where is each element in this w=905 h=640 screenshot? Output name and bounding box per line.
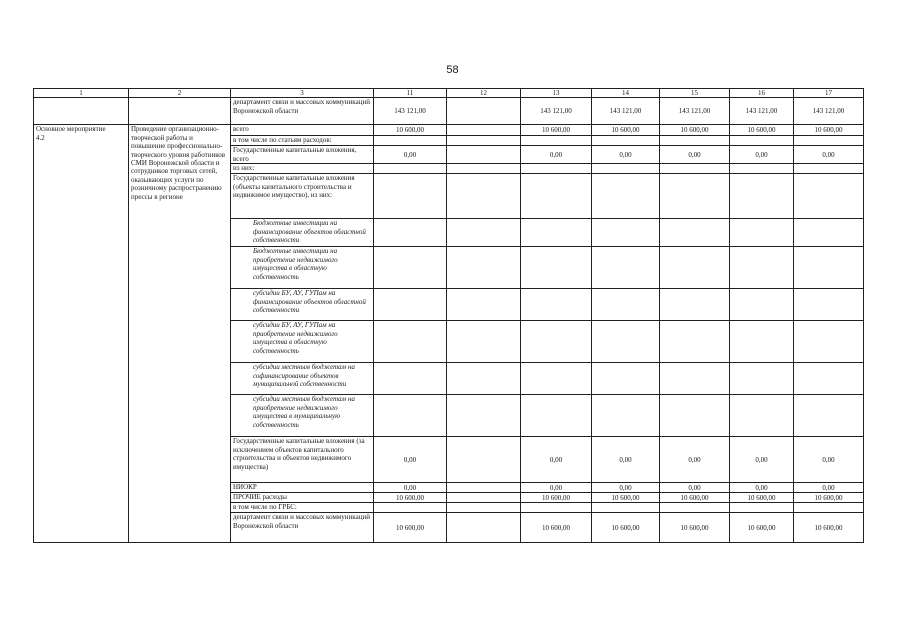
- value-cell: 10 600,00: [730, 493, 794, 503]
- value-cell: [794, 321, 864, 363]
- value-cell: [794, 164, 864, 174]
- row-label: из них:: [231, 164, 374, 174]
- value-cell: 10 600,00: [521, 493, 592, 503]
- value-cell: [660, 247, 730, 289]
- value-cell: [374, 503, 447, 513]
- value-cell: 10 600,00: [730, 513, 794, 543]
- table-row: [34, 125, 864, 136]
- column-header: 17: [794, 89, 864, 98]
- value-cell: [447, 513, 521, 543]
- value-cell: [447, 437, 521, 483]
- column-header: 14: [592, 89, 660, 98]
- value-cell: [447, 321, 521, 363]
- measure-name-line: Основное мероприятие: [36, 125, 106, 134]
- value-cell: 0,00: [592, 437, 660, 483]
- value-cell: [660, 363, 730, 395]
- value-cell: 0,00: [660, 437, 730, 483]
- value-cell: 10 600,00: [374, 493, 447, 503]
- value-cell: [374, 219, 447, 247]
- row-label: в том числе по статьям расходов:: [231, 136, 374, 146]
- value-cell: [447, 164, 521, 174]
- empty-cell: [129, 98, 231, 125]
- value-cell: 10 600,00: [592, 125, 660, 136]
- row-label: в том числе по ГРБС:: [231, 503, 374, 513]
- value-cell: [447, 493, 521, 503]
- value-cell: [592, 503, 660, 513]
- column-header: 12: [447, 89, 521, 98]
- value-cell: [521, 247, 592, 289]
- value-cell: 143 121,00: [660, 98, 730, 125]
- empty-cell: [34, 98, 129, 125]
- value-cell: [592, 174, 660, 219]
- value-cell: [730, 321, 794, 363]
- value-cell: [794, 219, 864, 247]
- measure-number: 4.2: [36, 133, 45, 142]
- value-cell: [447, 363, 521, 395]
- value-cell: 0,00: [521, 483, 592, 493]
- value-cell: 10 600,00: [521, 125, 592, 136]
- value-cell: [660, 136, 730, 146]
- value-cell: [447, 174, 521, 219]
- column-header: 16: [730, 89, 794, 98]
- row-label: субсидии местным бюджетам на приобретение недвижимого имущества в муниципальную собственность: [231, 395, 374, 437]
- value-cell: [730, 219, 794, 247]
- row-label: субсидии БУ, АУ, ГУПам на финансирование объектов областной собственности: [231, 289, 374, 321]
- row-label: департамент связи и массовых коммуникаций Воронежской области: [231, 98, 374, 125]
- table-row-top: [34, 98, 864, 125]
- value-cell: [374, 395, 447, 437]
- value-cell: 10 600,00: [592, 513, 660, 543]
- value-cell: 0,00: [374, 483, 447, 493]
- value-cell: 0,00: [374, 146, 447, 164]
- value-cell: [521, 321, 592, 363]
- value-cell: 0,00: [794, 437, 864, 483]
- row-label: Бюджетные инвестиции на финансирование объектов областной собственности: [231, 219, 374, 247]
- value-cell: [447, 247, 521, 289]
- value-cell: [521, 503, 592, 513]
- value-cell: 0,00: [592, 483, 660, 493]
- value-cell: [521, 289, 592, 321]
- value-cell: [730, 164, 794, 174]
- value-cell: [374, 321, 447, 363]
- value-cell: 0,00: [592, 146, 660, 164]
- budget-table: [33, 88, 864, 543]
- row-label: субсидии БУ, АУ, ГУПам на приобретение недвижимого имущества в областную собственность: [231, 321, 374, 363]
- column-header: 3: [231, 89, 374, 98]
- value-cell: [794, 363, 864, 395]
- row-label: департамент связи и массовых коммуникаций Воронежской области: [231, 513, 374, 543]
- value-cell: [592, 395, 660, 437]
- value-cell: [447, 395, 521, 437]
- value-cell: 0,00: [730, 146, 794, 164]
- row-label: НИОКР: [231, 483, 374, 493]
- value-cell: [447, 146, 521, 164]
- value-cell: [730, 395, 794, 437]
- row-label: Государственные капитальные вложения (объекты капитального строительства и недвижимое имущество), из них:: [231, 174, 374, 219]
- value-cell: [660, 219, 730, 247]
- row-label: Бюджетные инвестиции на приобретение недвижимого имущества в областную собственность: [231, 247, 374, 289]
- value-cell: [521, 395, 592, 437]
- value-cell: [730, 174, 794, 219]
- value-cell: 10 600,00: [794, 125, 864, 136]
- value-cell: [660, 164, 730, 174]
- value-cell: 0,00: [730, 437, 794, 483]
- row-label: ПРОЧИЕ расходы: [231, 493, 374, 503]
- value-cell: 143 121,00: [794, 98, 864, 125]
- value-cell: 10 600,00: [660, 125, 730, 136]
- row-label: субсидии местным бюджетам на софинансирование объектов муниципальной собственности: [231, 363, 374, 395]
- value-cell: 0,00: [521, 146, 592, 164]
- value-cell: [794, 136, 864, 146]
- value-cell: 10 600,00: [374, 513, 447, 543]
- value-cell: [730, 363, 794, 395]
- value-cell: [374, 136, 447, 146]
- column-header: 15: [660, 89, 730, 98]
- value-cell: 0,00: [730, 483, 794, 493]
- value-cell: [592, 321, 660, 363]
- row-label: Государственные капитальные вложения (за исключением объектов капитального строительства и объектов недвижимого имущества): [231, 437, 374, 483]
- value-cell: 10 600,00: [374, 125, 447, 136]
- value-cell: [374, 247, 447, 289]
- value-cell: [447, 219, 521, 247]
- value-cell: 10 600,00: [660, 513, 730, 543]
- value-cell: 143 121,00: [592, 98, 660, 125]
- value-cell: 10 600,00: [592, 493, 660, 503]
- value-cell: [592, 219, 660, 247]
- value-cell: [521, 136, 592, 146]
- value-cell: 10 600,00: [730, 125, 794, 136]
- value-cell: [660, 321, 730, 363]
- column-header: 11: [374, 89, 447, 98]
- value-cell: 0,00: [794, 146, 864, 164]
- value-cell: 0,00: [660, 146, 730, 164]
- row-label: Государственные капитальные вложения, всего: [231, 146, 374, 164]
- page-number: 58: [446, 64, 459, 76]
- value-cell: [592, 363, 660, 395]
- value-cell: [660, 174, 730, 219]
- value-cell: 10 600,00: [794, 513, 864, 543]
- value-cell: [374, 174, 447, 219]
- value-cell: [592, 289, 660, 321]
- value-cell: [374, 164, 447, 174]
- value-cell: [447, 483, 521, 493]
- value-cell: [521, 363, 592, 395]
- value-cell: [374, 289, 447, 321]
- column-header: 2: [129, 89, 231, 98]
- column-header-row: [34, 89, 864, 98]
- value-cell: [794, 247, 864, 289]
- value-cell: [730, 503, 794, 513]
- value-cell: 143 121,00: [730, 98, 794, 125]
- value-cell: [447, 136, 521, 146]
- value-cell: 143 121,00: [521, 98, 592, 125]
- value-cell: [447, 98, 521, 125]
- value-cell: 10 600,00: [660, 493, 730, 503]
- value-cell: [592, 247, 660, 289]
- value-cell: [447, 289, 521, 321]
- value-cell: [794, 395, 864, 437]
- measure-name: [34, 125, 129, 543]
- value-cell: [592, 164, 660, 174]
- value-cell: [447, 503, 521, 513]
- value-cell: [521, 164, 592, 174]
- value-cell: [447, 125, 521, 136]
- row-label: всего: [231, 125, 374, 136]
- value-cell: [730, 247, 794, 289]
- value-cell: [660, 395, 730, 437]
- value-cell: 0,00: [374, 437, 447, 483]
- column-header: 1: [34, 89, 129, 98]
- value-cell: [794, 174, 864, 219]
- value-cell: [794, 503, 864, 513]
- value-cell: [374, 363, 447, 395]
- value-cell: 143 121,00: [374, 98, 447, 125]
- measure-description: Проведение организационно-творческой работы и повышение профессионально-творческого уровня работников СМИ Воронежской области и сотрудников торговых сетей, оказывающих услуги по розничному распространению прессы в регионе: [129, 125, 231, 543]
- value-cell: [521, 219, 592, 247]
- value-cell: 0,00: [521, 437, 592, 483]
- value-cell: [730, 136, 794, 146]
- value-cell: [660, 503, 730, 513]
- value-cell: [794, 289, 864, 321]
- value-cell: [521, 174, 592, 219]
- column-header: 13: [521, 89, 592, 98]
- value-cell: 10 600,00: [521, 513, 592, 543]
- value-cell: [592, 136, 660, 146]
- value-cell: [660, 289, 730, 321]
- value-cell: 10 600,00: [794, 493, 864, 503]
- value-cell: [730, 289, 794, 321]
- value-cell: 0,00: [660, 483, 730, 493]
- value-cell: 0,00: [794, 483, 864, 493]
